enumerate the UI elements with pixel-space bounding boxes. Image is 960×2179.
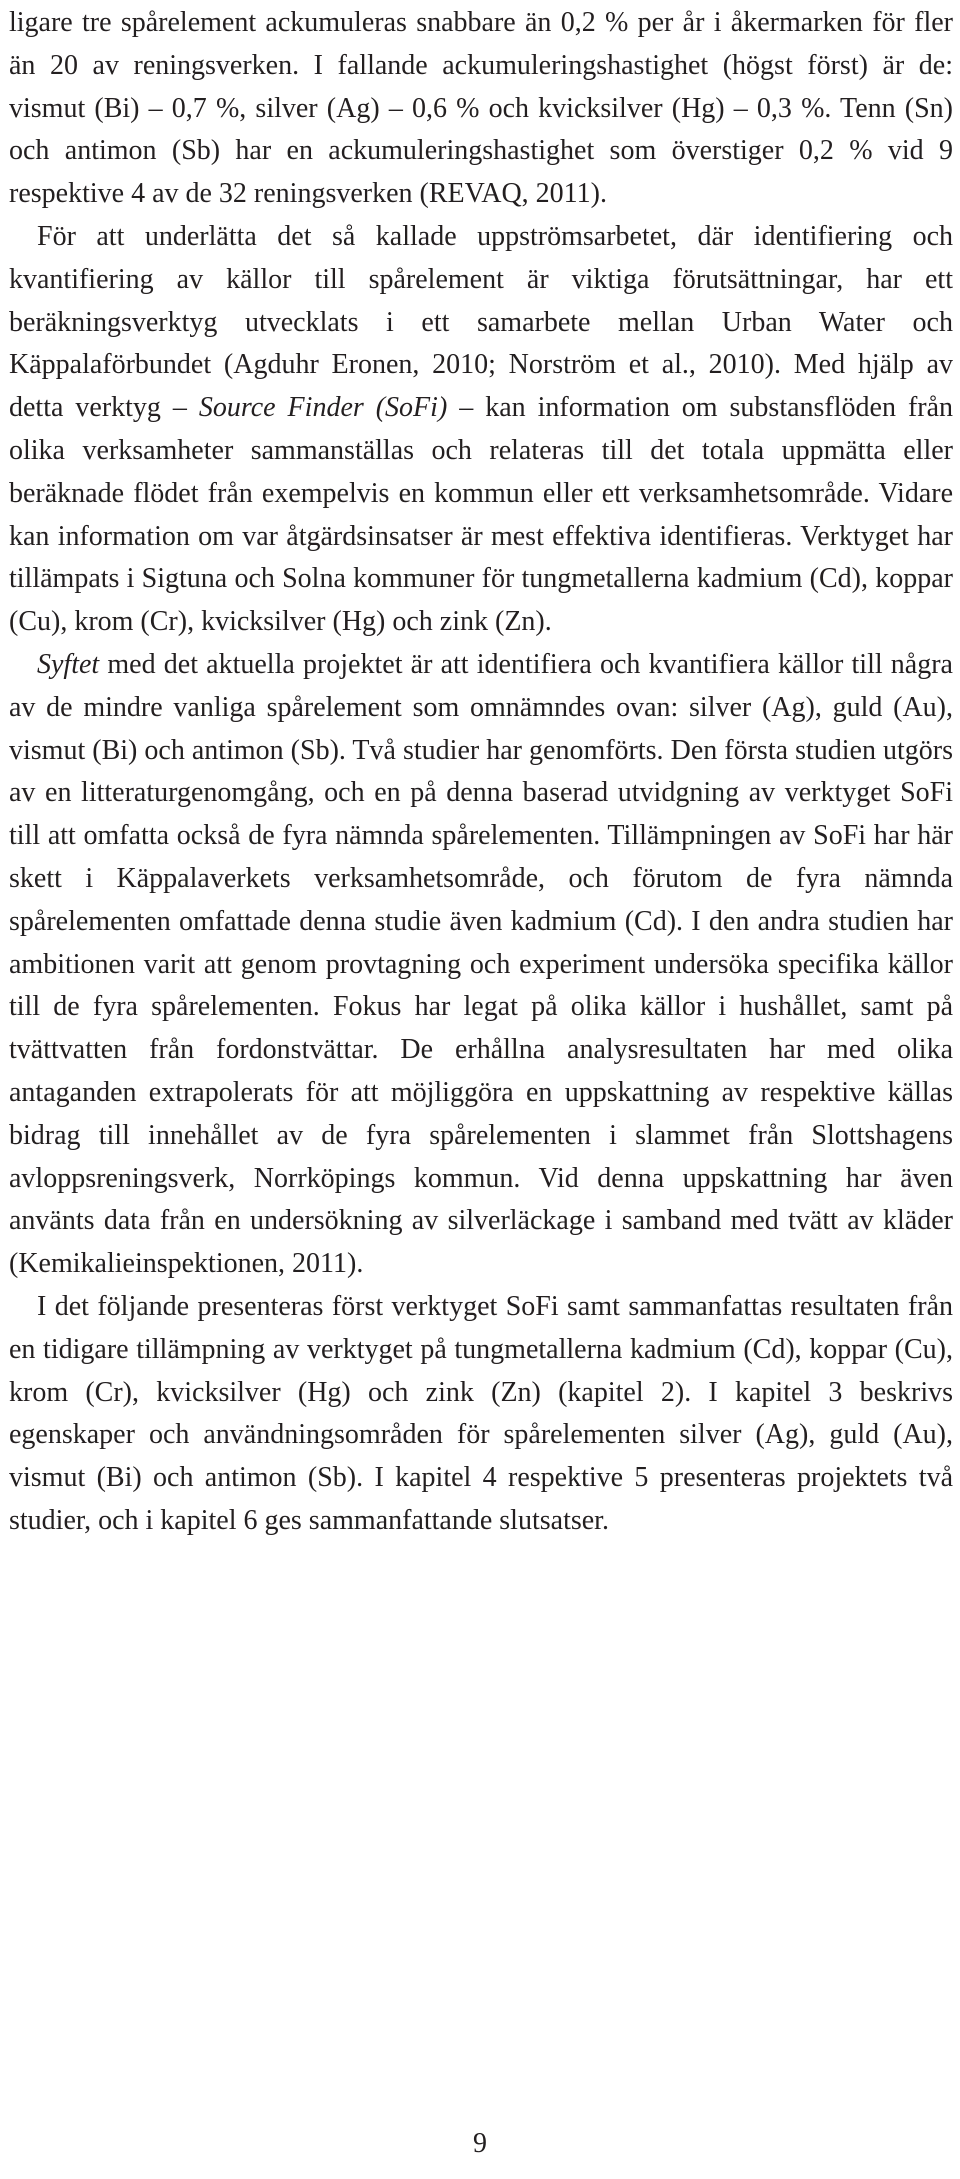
paragraph-3 (9, 644, 953, 1286)
paragraph-4: I det följande presenteras först verktyget SoFi samt sammanfattas resultaten från en tidigare tillämpning av verktyget på tungmetallerna kadmium (Cd), koppar (Cu), krom (Cr), kvicksilver (Hg) och zink (Zn) (kapitel 2). I kapitel 3 beskrivs egenskaper och användningsområden för spårelementen silver (Ag), guld (Au), vismut (Bi) och antimon (Sb). I kapitel 4 respektive 5 presenteras projektets två studier, och i kapitel 6 ges sammanfattande slutsatser. (9, 1290, 953, 1536)
paragraph-1: ligare tre spårelement ackumuleras snabbare än 0,2 % per år i åkermarken för fler än 20 av reningsverken. I fallande ackumuleringshastighet (högst först) är de: vismut (Bi) – 0,7 %, silver (Ag) – 0,6 % och kvicksilver (Hg) – 0,3 %. Tenn (Sn) och antimon (Sb) har en ackumuleringshastighet som överstiger 0,2 % vid 9 respektive 4 av de 32 reningsverken (REVAQ, 2011). (9, 7, 953, 210)
purpose-term-italic: Syftet (37, 648, 100, 680)
tool-name-italic: Source Finder (SoFi) (198, 392, 448, 424)
page-body (9, 2, 953, 1543)
paragraph-2-text-start: För att underlätta det så kallade uppströmsarbetet, där identifiering och kvantifiering av källor till spårelement är viktiga förutsättningar, har ett beräkningsverktyg utvecklats i ett samarbete mellan Urban Water och Käppalaförbundet (Agduhr Eronen, 2010; Norström et al., 2010). Med hjälp av detta verktyg – (9, 220, 953, 424)
paragraph-3-text: med det aktuella projektet är att identifiera och kvantifiera källor till några av de mindre vanliga spårelement som omnämndes ovan: silver (Ag), guld (Au), vismut (Bi) och antimon (Sb). Två studier har genomförts. Den första studien utgörs av en litteraturgenomgång, och en på denna baserad utvidgning av verktyget SoFi till att omfatta också de fyra nämnda spårelementen. Tillämpningen av SoFi har här skett i Käppalaverkets verksamhetsområde, och förutom de fyra nämnda spårelementen omfattade denna studie även kadmium (Cd). I den andra studien har ambitionen varit att genom provtagning och experiment undersöka specifika källor till de fyra spårelementen. Fokus har legat på olika källor i hushållet, samt på tvättvatten från fordonstvättar. De erhållna analysresultaten har med olika antaganden extrapolerats för att möjliggöra en uppskattning av respektive källas bidrag till innehållet av de fyra spårelementen i slammet från Slottshagens avloppsreningsverk, Norrköpings kommun. Vid denna uppskattning har även använts data från en undersökning av silverläckage i samband med tvätt av kläder (Kemikalieinspektionen, 2011). (9, 648, 953, 1280)
paragraph-2 (9, 216, 953, 644)
paragraph-2-text-end: – kan information om substansflöden från olika verksamheter sammanställas och relateras till det totala uppmätta eller beräknade flödet från exempelvis en kommun eller ett verksamhetsområde. Vidare kan information om var åtgärdsinsatser är mest effektiva identifieras. Verktyget har tillämpats i Sigtuna och Solna kommuner för tungmetallerna kadmium (Cd), koppar (Cu), krom (Cr), kvicksilver (Hg) och zink (Zn). (9, 392, 954, 638)
page-number: 9 (473, 2128, 487, 2159)
